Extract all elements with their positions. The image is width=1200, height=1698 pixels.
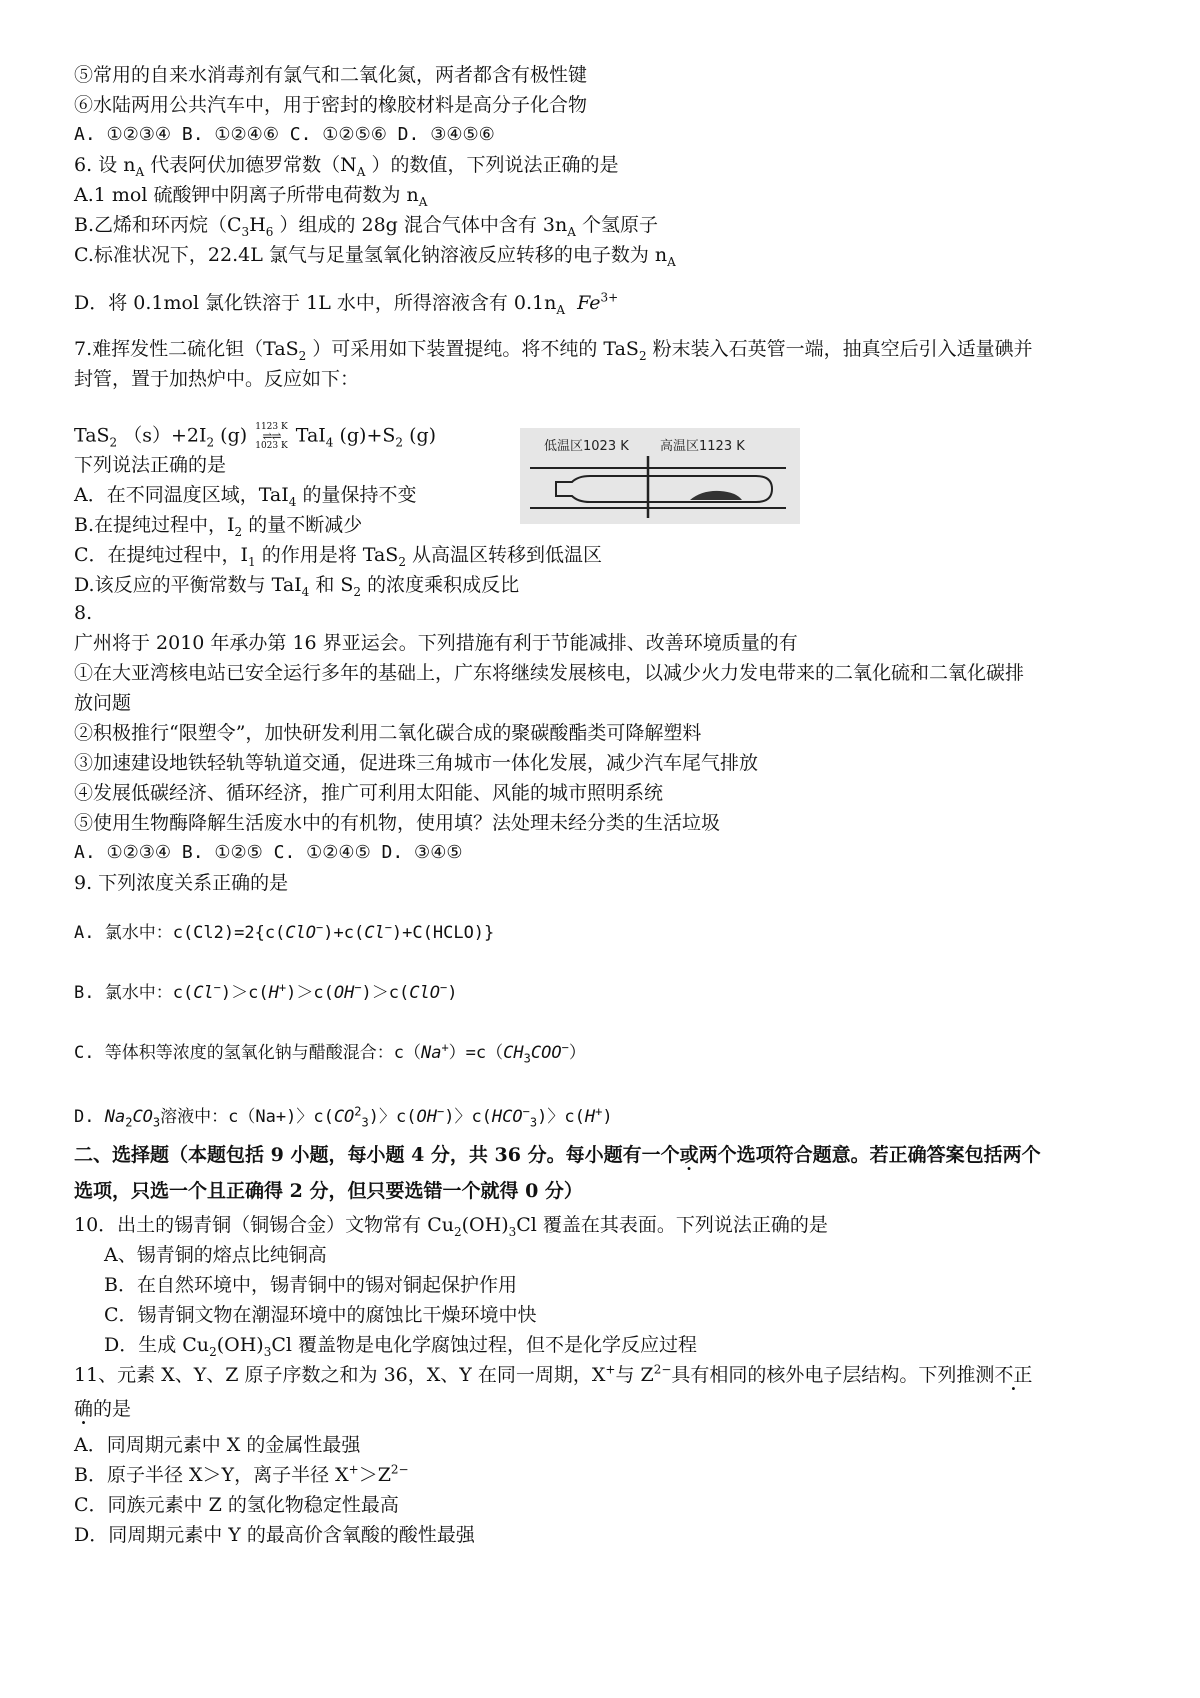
q11-option-a: A．同周期元素中 X 的金属性最强: [74, 1434, 361, 1456]
q9-option-d: D. $Na_2CO_3$溶液中：c（Na+)〉$c(CO^2_3)$〉c(OH−)〉$c(HCO^-_3)$〉c(H+): [74, 1104, 613, 1130]
q8-item3: ③加速建设地铁轻轨等轨道交通，促进珠三角城市一体化发展，减少汽车尾气排放: [74, 752, 759, 774]
q6-option-b: B.乙烯和环丙烷（$C_3H_6$ ）组成的 28g 混合气体中含有 $3n_A$ 个氢原子: [74, 214, 658, 239]
q7-prompt: 下列说法正确的是: [74, 454, 227, 476]
q5-item6: ⑥水陆两用公共汽车中，用于密封的橡胶材料是高分子化合物: [74, 94, 588, 116]
q7-stem-line2: 封管，置于加热炉中。反应如下：: [74, 368, 360, 390]
q8-stem: 广州将于 2010 年承办第 16 界亚运会。下列措施有利于节能减排、改善环境质量的有: [74, 632, 798, 654]
q11-option-c: C．同族元素中 Z 的氢化物稳定性最高: [74, 1494, 399, 1516]
q5-item5: ⑤常用的自来水消毒剂有氯气和二氧化氮，两者都含有极性键: [74, 64, 588, 86]
equilibrium-arrow-icon: ⇌⇌: [262, 429, 281, 443]
quartz-tube-figure: [520, 428, 800, 524]
q9-stem: 9. 下列浓度关系正确的是: [74, 872, 289, 894]
q7-equation: TaS$_2$ $(s)+2I_2$ (g) 1123 K ⇌⇌ 1023 K TaI$_4$ $(g)+S_2$ (g): [74, 422, 437, 451]
q6-option-c: C.标准状况下，22.4L 氯气与足量氢氧化钠溶液反应转移的电子数为 $n_A$: [74, 244, 676, 269]
section2-heading-line1: 二、选择题（本题包括 9 小题，每小题 4 分，共 36 分。每小题有一个或两个 ·选项符合题意。若正确答案包括两个: [74, 1142, 1041, 1168]
q8-item1-line2: 放问题: [74, 692, 132, 714]
section2-heading-line2: 选项，只选一个且正确得 2 分，但只要选错一个就得 0 分）: [74, 1180, 583, 1202]
q9-option-b: B. 氯水中：c(Cl−)＞c(H+)＞c(OH−)＞c(ClO−): [74, 980, 458, 1003]
q8-item1-line1: ①在大亚湾核电站已安全运行多年的基础上，广东将继续发展核电，以减少火力发电带来的二氧化硫和二氧化碳排: [74, 662, 1025, 684]
high-temp-label: 高温区1123 K: [660, 439, 745, 454]
q7-stem-line1: 7.难挥发性二硫化钽（TaS$_2$ ）可采用如下装置提纯。将不纯的 TaS$_2$ 粉末装入石英管一端，抽真空后引入适量碘并: [74, 338, 1033, 363]
q11-stem-line2: 确的是: [74, 1398, 132, 1420]
q8-item5: ⑤使用生物酶降解生活废水中的有机物，使用填？法处理未经分类的生活垃圾: [74, 812, 721, 834]
q7-option-b: B.在提纯过程中，$I_2$ 的量不断减少: [74, 514, 363, 539]
q8-number: 8.: [74, 602, 93, 624]
q11-stem-line1: 11、元素 X、Y、Z 原子序数之和为 36，X、Y 在同一周期，X+与 $Z^{2-}$具有相同的核外电子层结构。下列推测不正: [74, 1362, 1033, 1386]
low-temp-label: 低温区1023 K: [544, 439, 629, 454]
q10-option-a: A、锡青铜的熔点比纯铜高: [104, 1244, 327, 1266]
q8-item2: ②积极推行“限塑令”，加快研发利用二氧化碳合成的聚碳酸酯类可降解塑料: [74, 722, 702, 744]
equilibrium-arrow: 1123 K ⇌⇌ 1023 K: [255, 422, 288, 451]
q10-stem: 10．出土的锡青铜（铜锡合金）文物常有 $Cu_2(OH)_3Cl$ 覆盖在其表面。下列说法正确的是: [74, 1214, 828, 1239]
q9-option-a: A. 氯水中：c(Cl2)=2{c(ClO−)+c(Cl−)+C(HCLO)}: [74, 920, 495, 943]
q10-option-b: B．在自然环境中，锡青铜中的锡对铜起保护作用: [104, 1274, 517, 1296]
q5-options: A. ①②③④ B. ①②④⑥ C. ①②⑤⑥ D. ③④⑤⑥: [74, 124, 495, 145]
q6-option-d: D．将 0.1mol 氯化铁溶于 1L 水中，所得溶液含有 $0.1n_A$ $Fe^{3+}$: [74, 290, 619, 317]
q8-item4: ④发展低碳经济、循环经济，推广可利用太阳能、风能的城市照明系统: [74, 782, 664, 804]
q6-stem: 6. 设 $n_A$ 代表阿伏加德罗常数（$N_A$ ）的数值，下列说法正确的是: [74, 154, 619, 179]
q7-option-a: A．在不同温度区域，TaI$_4$ 的量保持不变: [74, 484, 417, 509]
q10-option-c: C．锡青铜文物在潮湿环境中的腐蚀比干燥环境中快: [104, 1304, 537, 1326]
q11-option-b: B．原子半径 X＞Y，离子半径 $X^+>Z^{2-}$: [74, 1462, 409, 1486]
q11-option-d: D．同周期元素中 Y 的最高价含氧酸的酸性最强: [74, 1524, 475, 1546]
q6-option-a: A.1 mol 硫酸钾中阴离子所带电荷数为 $n_A$: [74, 184, 428, 209]
q7-option-d: D.该反应的平衡常数与 TaI$_4$ 和 $S_2$ 的浓度乘积成反比: [74, 574, 520, 599]
q10-option-d: D．生成 $Cu_2(OH)_3Cl$ 覆盖物是电化学腐蚀过程，但不是化学反应过程: [104, 1334, 697, 1359]
q7-option-c: C．在提纯过程中，$I_1$ 的作用是将 TaS$_2$ 从高温区转移到低温区: [74, 544, 602, 569]
q9-option-c: C. 等体积等浓度的氢氧化钠与醋酸混合：$c(Na^+)=c(CH_3COO^-)$: [74, 1040, 586, 1066]
q8-options: A. ①②③④ B. ①②⑤ C. ①②④⑤ D. ③④⑤: [74, 842, 463, 863]
